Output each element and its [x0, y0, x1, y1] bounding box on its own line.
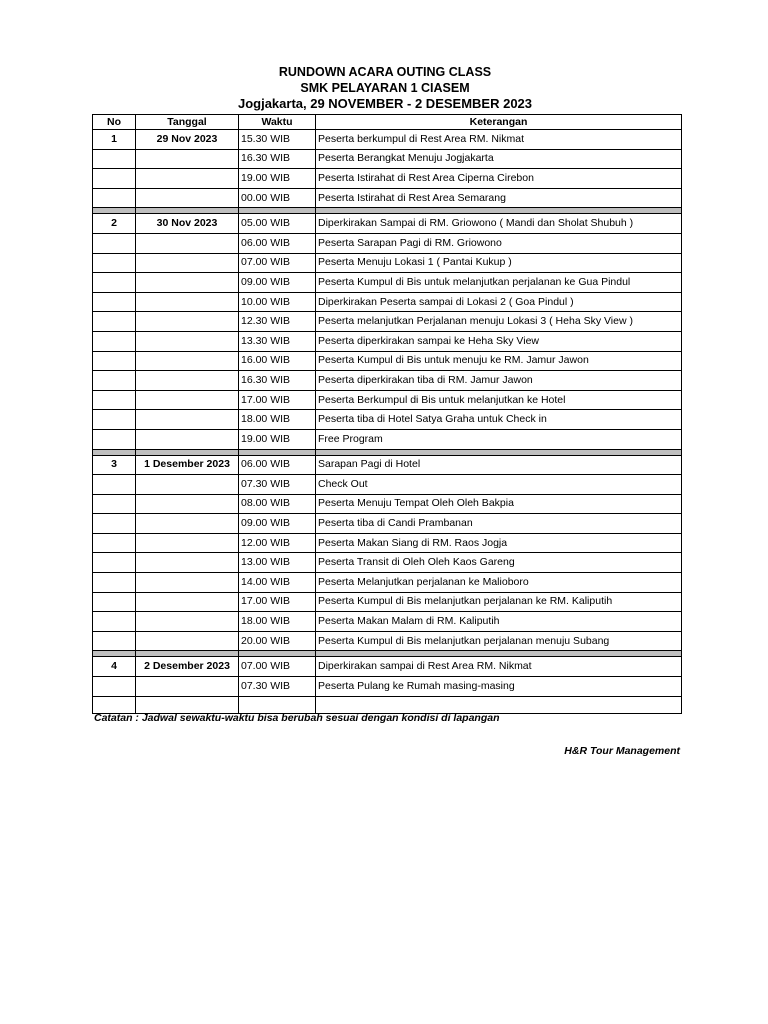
table-row: [93, 514, 682, 534]
rundown-table: [92, 114, 682, 714]
table-row: [93, 429, 682, 449]
cell-description: Peserta Berangkat Menuju Jogjakarta: [316, 149, 682, 169]
cell-time: 16.30 WIB: [239, 371, 316, 391]
table-body: [93, 130, 682, 714]
table-row: [93, 677, 682, 697]
cell-no: [93, 188, 136, 208]
table-row: [93, 494, 682, 514]
cell-no: [93, 514, 136, 534]
cell-no: [93, 533, 136, 553]
cell-no: [93, 233, 136, 253]
cell-time: 12.00 WIB: [239, 533, 316, 553]
table-row: [93, 475, 682, 495]
cell-description: Peserta Makan Malam di RM. Kaliputih: [316, 612, 682, 632]
table-row: [93, 631, 682, 651]
cell-description: Peserta Melanjutkan perjalanan ke Malioboro: [316, 573, 682, 593]
cell-time: 07.00 WIB: [239, 253, 316, 273]
table-row: [93, 455, 682, 475]
cell-description: Peserta Kumpul di Bis melanjutkan perjalanan ke RM. Kaliputih: [316, 592, 682, 612]
cell-date: [136, 573, 239, 593]
cell-date: [136, 592, 239, 612]
header-no: No: [93, 115, 136, 130]
cell-date: [136, 410, 239, 430]
table-row: [93, 390, 682, 410]
table-row: [93, 292, 682, 312]
cell-date: [136, 677, 239, 697]
table-row: [93, 130, 682, 150]
organizer-signature: H&R Tour Management: [564, 745, 680, 757]
cell-time: 08.00 WIB: [239, 494, 316, 514]
cell-time: 06.00 WIB: [239, 233, 316, 253]
cell-no: [93, 331, 136, 351]
table-row: [93, 312, 682, 332]
table-row: [93, 188, 682, 208]
cell-description: Peserta Kumpul di Bis untuk melanjutkan perjalanan ke Gua Pindul: [316, 273, 682, 293]
cell-time: 07.00 WIB: [239, 657, 316, 677]
cell-description: Peserta Istirahat di Rest Area Semarang: [316, 188, 682, 208]
cell-no: 3: [93, 455, 136, 475]
cell-date: [136, 149, 239, 169]
empty-cell: [136, 696, 239, 713]
cell-time: 19.00 WIB: [239, 429, 316, 449]
cell-description: Check Out: [316, 475, 682, 495]
cell-no: [93, 410, 136, 430]
cell-no: [93, 553, 136, 573]
cell-date: [136, 331, 239, 351]
table-row: [93, 657, 682, 677]
cell-no: [93, 612, 136, 632]
cell-description: Diperkirakan Peserta sampai di Lokasi 2 ( Goa Pindul ): [316, 292, 682, 312]
table-row: [93, 612, 682, 632]
cell-time: 15.30 WIB: [239, 130, 316, 150]
cell-date: 2 Desember 2023: [136, 657, 239, 677]
table-row: [93, 149, 682, 169]
empty-cell: [93, 696, 136, 713]
cell-no: [93, 390, 136, 410]
table-row: [93, 169, 682, 189]
cell-date: [136, 253, 239, 273]
cell-date: [136, 533, 239, 553]
cell-time: 07.30 WIB: [239, 677, 316, 697]
cell-time: 20.00 WIB: [239, 631, 316, 651]
header-keterangan: Keterangan: [316, 115, 682, 130]
cell-date: [136, 429, 239, 449]
cell-description: Sarapan Pagi di Hotel: [316, 455, 682, 475]
cell-date: [136, 351, 239, 371]
cell-no: [93, 429, 136, 449]
cell-date: [136, 233, 239, 253]
cell-no: [93, 169, 136, 189]
cell-time: 18.00 WIB: [239, 612, 316, 632]
table-row: [93, 592, 682, 612]
cell-time: 17.00 WIB: [239, 390, 316, 410]
cell-no: [93, 371, 136, 391]
cell-no: [93, 351, 136, 371]
empty-cell: [239, 696, 316, 713]
cell-date: [136, 612, 239, 632]
cell-date: [136, 273, 239, 293]
cell-description: Peserta Transit di Oleh Oleh Kaos Gareng: [316, 553, 682, 573]
table-row: [93, 553, 682, 573]
cell-no: [93, 494, 136, 514]
cell-no: [93, 253, 136, 273]
cell-time: 16.00 WIB: [239, 351, 316, 371]
cell-time: 16.30 WIB: [239, 149, 316, 169]
document-header: [0, 64, 768, 112]
cell-description: Peserta Pulang ke Rumah masing-masing: [316, 677, 682, 697]
cell-time: 13.00 WIB: [239, 553, 316, 573]
cell-time: 06.00 WIB: [239, 455, 316, 475]
cell-date: [136, 553, 239, 573]
cell-time: 19.00 WIB: [239, 169, 316, 189]
cell-no: [93, 573, 136, 593]
cell-date: [136, 371, 239, 391]
table-row: [93, 533, 682, 553]
table-row: [93, 371, 682, 391]
header-tanggal: Tanggal: [136, 115, 239, 130]
table-row: [93, 214, 682, 234]
cell-date: [136, 312, 239, 332]
title-line-2: SMK PELAYARAN 1 CIASEM: [300, 81, 470, 95]
cell-date: [136, 514, 239, 534]
cell-time: 13.30 WIB: [239, 331, 316, 351]
cell-description: Peserta diperkirakan tiba di RM. Jamur Jawon: [316, 371, 682, 391]
cell-date: 30 Nov 2023: [136, 214, 239, 234]
cell-description: Diperkirakan Sampai di RM. Griowono ( Mandi dan Sholat Shubuh ): [316, 214, 682, 234]
cell-date: [136, 390, 239, 410]
cell-date: [136, 169, 239, 189]
cell-date: [136, 475, 239, 495]
empty-cell: [316, 696, 682, 713]
cell-description: Peserta Menuju Lokasi 1 ( Pantai Kukup ): [316, 253, 682, 273]
cell-time: 12.30 WIB: [239, 312, 316, 332]
cell-time: 17.00 WIB: [239, 592, 316, 612]
table-row: [93, 273, 682, 293]
cell-no: [93, 631, 136, 651]
cell-description: Free Program: [316, 429, 682, 449]
cell-date: [136, 631, 239, 651]
cell-description: Diperkirakan sampai di Rest Area RM. Nikmat: [316, 657, 682, 677]
cell-description: Peserta melanjutkan Perjalanan menuju Lokasi 3 ( Heha Sky View ): [316, 312, 682, 332]
cell-time: 07.30 WIB: [239, 475, 316, 495]
cell-no: [93, 149, 136, 169]
cell-no: [93, 677, 136, 697]
cell-no: [93, 475, 136, 495]
cell-time: 18.00 WIB: [239, 410, 316, 430]
cell-date: [136, 292, 239, 312]
cell-time: 05.00 WIB: [239, 214, 316, 234]
cell-date: [136, 188, 239, 208]
title-line-1: RUNDOWN ACARA OUTING CLASS: [278, 65, 492, 79]
cell-description: Peserta berkumpul di Rest Area RM. Nikmat: [316, 130, 682, 150]
cell-description: Peserta Istirahat di Rest Area Ciperna Cirebon: [316, 169, 682, 189]
cell-description: Peserta tiba di Hotel Satya Graha untuk Check in: [316, 410, 682, 430]
cell-no: [93, 592, 136, 612]
cell-description: Peserta Menuju Tempat Oleh Oleh Bakpia: [316, 494, 682, 514]
cell-time: 00.00 WIB: [239, 188, 316, 208]
table-row: [93, 331, 682, 351]
cell-description: Peserta diperkirakan sampai ke Heha Sky View: [316, 331, 682, 351]
empty-row: [93, 696, 682, 713]
cell-date: [136, 494, 239, 514]
schedule-note: Catatan : Jadwal sewaktu-waktu bisa berubah sesuai dengan kondisi di lapangan: [94, 712, 500, 724]
cell-time: 14.00 WIB: [239, 573, 316, 593]
cell-no: [93, 292, 136, 312]
cell-description: Peserta Kumpul di Bis untuk menuju ke RM. Jamur Jawon: [316, 351, 682, 371]
cell-no: [93, 312, 136, 332]
cell-no: [93, 273, 136, 293]
title-line-3: Jogjakarta, 29 NOVEMBER - 2 DESEMBER 2023: [237, 96, 533, 111]
cell-description: Peserta Berkumpul di Bis untuk melanjutkan ke Hotel: [316, 390, 682, 410]
table-header-row: [93, 115, 682, 130]
cell-time: 10.00 WIB: [239, 292, 316, 312]
cell-no: 1: [93, 130, 136, 150]
table-row: [93, 573, 682, 593]
cell-no: 4: [93, 657, 136, 677]
cell-description: Peserta Kumpul di Bis melanjutkan perjalanan menuju Subang: [316, 631, 682, 651]
cell-time: 09.00 WIB: [239, 273, 316, 293]
table-row: [93, 253, 682, 273]
header-waktu: Waktu: [239, 115, 316, 130]
cell-description: Peserta tiba di Candi Prambanan: [316, 514, 682, 534]
cell-description: Peserta Makan Siang di RM. Raos Jogja: [316, 533, 682, 553]
cell-time: 09.00 WIB: [239, 514, 316, 534]
table-row: [93, 233, 682, 253]
cell-date: 29 Nov 2023: [136, 130, 239, 150]
cell-description: Peserta Sarapan Pagi di RM. Griowono: [316, 233, 682, 253]
table-row: [93, 410, 682, 430]
cell-date: 1 Desember 2023: [136, 455, 239, 475]
table-row: [93, 351, 682, 371]
cell-no: 2: [93, 214, 136, 234]
